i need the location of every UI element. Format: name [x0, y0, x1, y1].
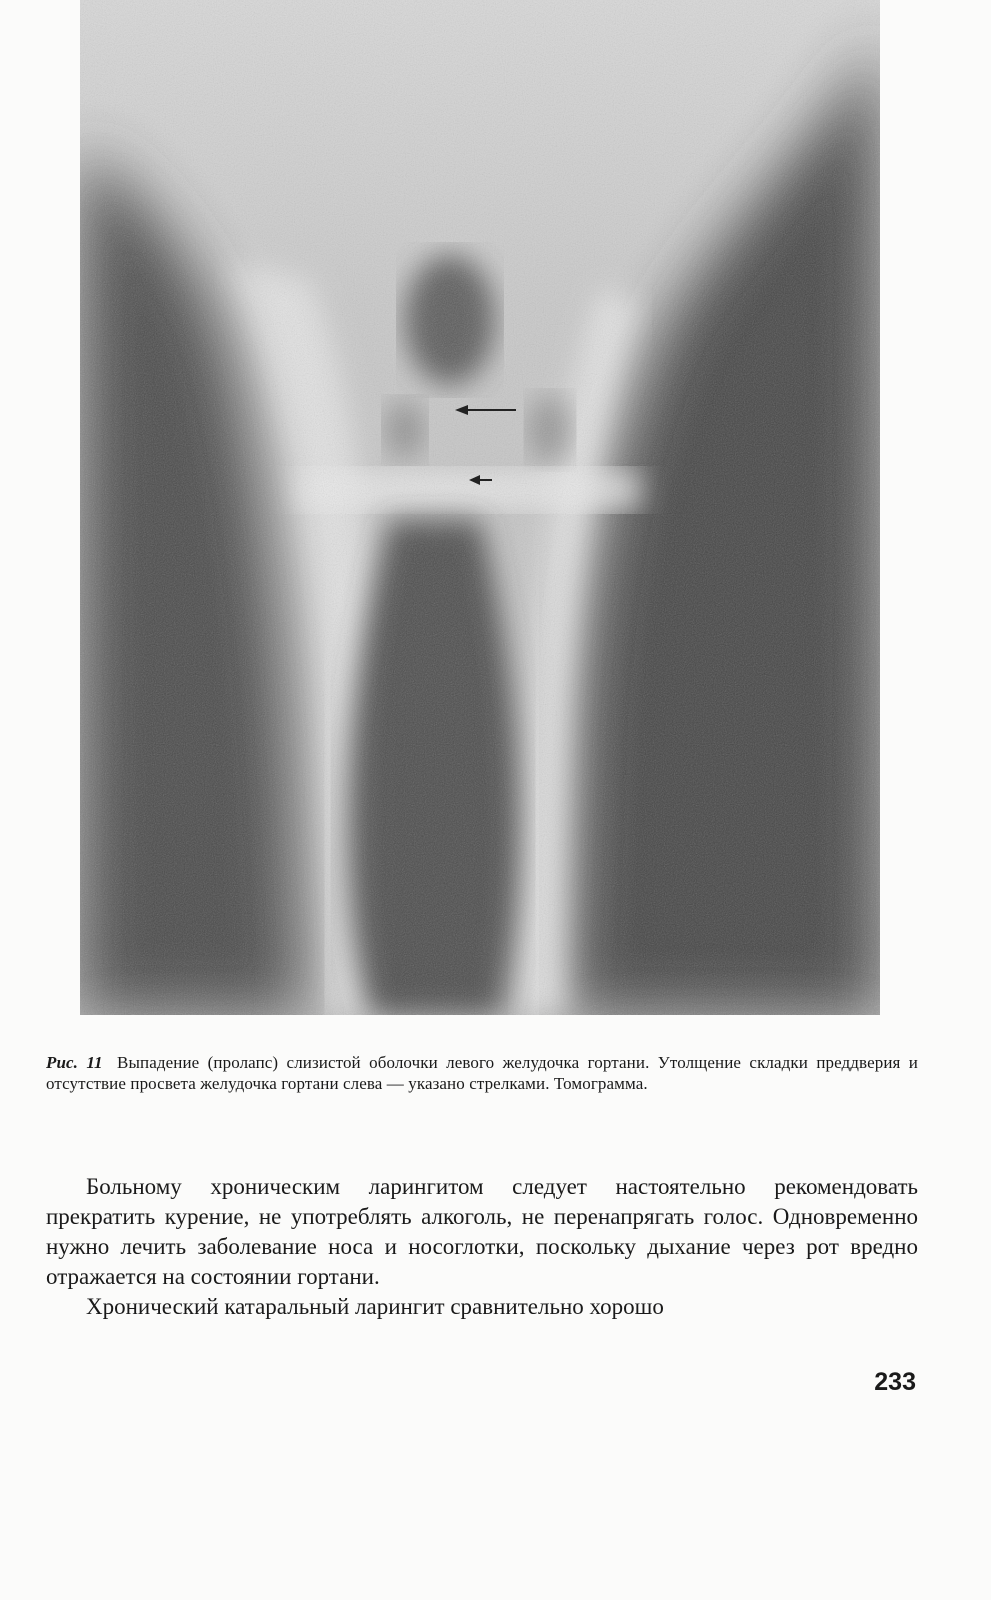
- tomogram-image: [80, 0, 880, 1015]
- paragraph: Больному хроническим ларингитом следует настоятельно рекомендовать прекратить курение, не употреблять алкоголь, не перенапрягать голос. Одновременно нужно лечить заболевание носа и носоглотки, поскольку дыхание через рот вредно отражается на состоянии гортани.: [46, 1174, 918, 1289]
- paragraph: Хронический катаральный ларингит сравнительно хорошо: [86, 1294, 664, 1319]
- body-text: [46, 1172, 918, 1322]
- tomogram-figure: [80, 0, 880, 1015]
- figure-caption-text: Выпадение (пролапс) слизистой оболочки левого желудочка гортани. Утолщение складки преддверия и отсутствие просвета желудочка гортани слева — указано стрелками. Томограмма.: [46, 1053, 918, 1093]
- figure-label: Рис. 11: [46, 1053, 103, 1072]
- page-number: 233: [874, 1368, 916, 1396]
- figure-caption: [46, 1052, 918, 1094]
